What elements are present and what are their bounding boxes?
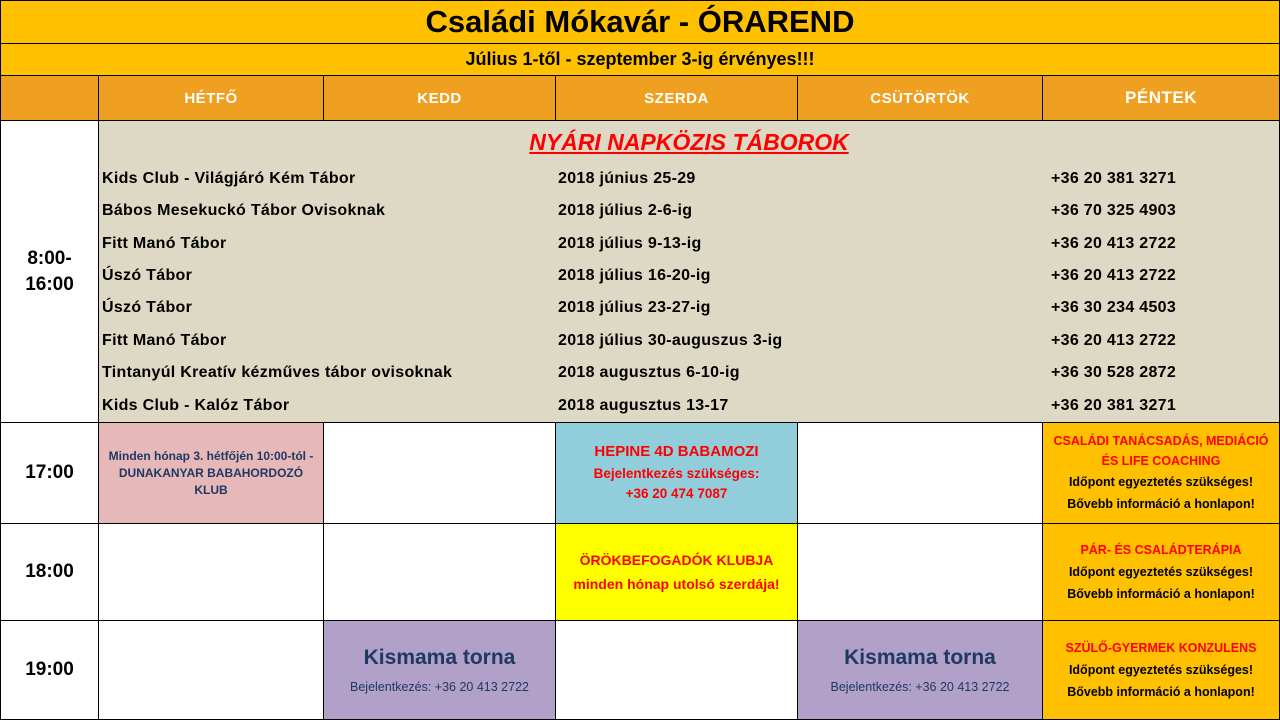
- camp-name: Kids Club - Kalóz Tábor: [102, 397, 290, 414]
- camp-name: Úszó Tábor: [102, 299, 193, 316]
- event-note: Bejelentkezés: +36 20 413 2722: [830, 680, 1010, 694]
- camp-date: 2018 július 23-27-ig: [558, 299, 711, 316]
- event-info: Bővebb információ a honlapon!: [1067, 497, 1255, 511]
- camps-heading: NYÁRI NAPKÖZIS TÁBOROK: [99, 121, 1280, 163]
- event-note: Időpont egyeztetés szükséges!: [1068, 663, 1254, 677]
- time-19: 19:00: [0, 621, 99, 720]
- camps-list: [99, 163, 1280, 423]
- camp-row: [99, 391, 1280, 423]
- event-title: HEPINE 4D BABAMOZI: [594, 442, 759, 460]
- camp-date: 2018 augusztus 13-17: [558, 397, 729, 414]
- wednesday-17-event: [556, 423, 798, 524]
- friday-18-event: [1043, 524, 1280, 621]
- validity-subtitle: Július 1-től - szeptember 3-ig érvényes!!!: [0, 44, 1280, 76]
- tuesday-19-event: [324, 621, 556, 720]
- event-phone: +36 20 474 7087: [625, 485, 728, 501]
- camp-row: [99, 196, 1280, 228]
- event-title: ÖRÖKBEFOGADÓK KLUBJA: [579, 552, 774, 568]
- camp-phone: +36 20 413 2722: [1051, 332, 1177, 349]
- thursday-19-event: [798, 621, 1043, 720]
- header-friday: PÉNTEK: [1043, 76, 1280, 121]
- camp-date: 2018 július 30-auguszus 3-ig: [558, 332, 783, 349]
- camp-row: [99, 261, 1280, 293]
- monday-17-event: Minden hónap 3. hétfőjén 10:00-tól - DUNAKANYAR BABAHORDOZÓ KLUB: [99, 423, 324, 524]
- camp-row: [99, 358, 1280, 390]
- friday-19-event: [1043, 621, 1280, 720]
- camp-name: Fitt Manó Tábor: [102, 332, 227, 349]
- event-info: Bővebb információ a honlapon!: [1067, 587, 1255, 601]
- camp-phone: +36 20 381 3271: [1051, 170, 1177, 187]
- camp-row: [99, 293, 1280, 325]
- camp-date: 2018 június 25-29: [558, 170, 696, 187]
- event-title: Kismama torna: [844, 646, 996, 669]
- monday-19-empty: [99, 621, 324, 720]
- header-tuesday: KEDD: [324, 76, 556, 121]
- event-title: Kismama torna: [363, 646, 516, 669]
- friday-17-event: [1043, 423, 1280, 524]
- thursday-18-empty: [798, 524, 1043, 621]
- event-note: Bejelentkezés: +36 20 413 2722: [350, 680, 529, 694]
- camp-name: Tintanyúl Kreatív kézműves tábor ovisoknak: [102, 364, 453, 381]
- camp-phone: +36 70 325 4903: [1051, 202, 1177, 219]
- camp-row: [99, 326, 1280, 358]
- camp-phone: +36 30 234 4503: [1051, 299, 1177, 316]
- header-corner: [0, 76, 99, 121]
- camp-name: Fitt Manó Tábor: [102, 235, 227, 252]
- camp-date: 2018 augusztus 6-10-ig: [558, 364, 740, 381]
- camp-phone: +36 20 413 2722: [1051, 235, 1177, 252]
- event-note: minden hónap utolsó szerdája!: [573, 576, 780, 592]
- camp-phone: +36 20 413 2722: [1051, 267, 1177, 284]
- camp-date: 2018 július 2-6-ig: [558, 202, 693, 219]
- camp-name: Úszó Tábor: [102, 267, 193, 284]
- camp-phone: +36 30 528 2872: [1051, 364, 1177, 381]
- thursday-17-empty: [798, 423, 1043, 524]
- camp-name: Bábos Mesekuckó Tábor Ovisoknak: [102, 202, 386, 219]
- camp-date: 2018 július 9-13-ig: [558, 235, 702, 252]
- event-title: SZÜLŐ-GYERMEK KONZULENS: [1065, 641, 1257, 655]
- header-thursday: CSÜTÖRTÖK: [798, 76, 1043, 121]
- event-note: Időpont egyeztetés szükséges!: [1068, 475, 1254, 489]
- header-wednesday: SZERDA: [556, 76, 798, 121]
- event-title: PÁR- ÉS CSALÁDTERÁPIA: [1080, 543, 1242, 557]
- time-17: 17:00: [0, 423, 99, 524]
- camp-phone: +36 20 381 3271: [1051, 397, 1177, 414]
- tuesday-17-empty: [324, 423, 556, 524]
- wednesday-19-empty: [556, 621, 798, 720]
- header-monday: HÉTFŐ: [99, 76, 324, 121]
- page-title: Családi Mókavár - ÓRAREND: [0, 0, 1280, 44]
- event-title: CSALÁDI TANÁCSADÁS, MEDIÁCIÓ ÉS LIFE COACHING: [1053, 434, 1269, 468]
- time-camp: 8:00- 16:00: [0, 121, 99, 423]
- camp-date: 2018 július 16-20-ig: [558, 267, 711, 284]
- camp-row: [99, 164, 1280, 196]
- wednesday-18-event: [556, 524, 798, 621]
- camp-name: Kids Club - Világjáró Kém Tábor: [102, 170, 356, 187]
- camp-row: [99, 229, 1280, 261]
- time-18: 18:00: [0, 524, 99, 621]
- tuesday-18-empty: [324, 524, 556, 621]
- event-note: Időpont egyeztetés szükséges!: [1068, 565, 1254, 579]
- monday-18-empty: [99, 524, 324, 621]
- event-note: Bejelentkezés szükséges:: [593, 465, 760, 481]
- event-info: Bővebb információ a honlapon!: [1067, 685, 1255, 699]
